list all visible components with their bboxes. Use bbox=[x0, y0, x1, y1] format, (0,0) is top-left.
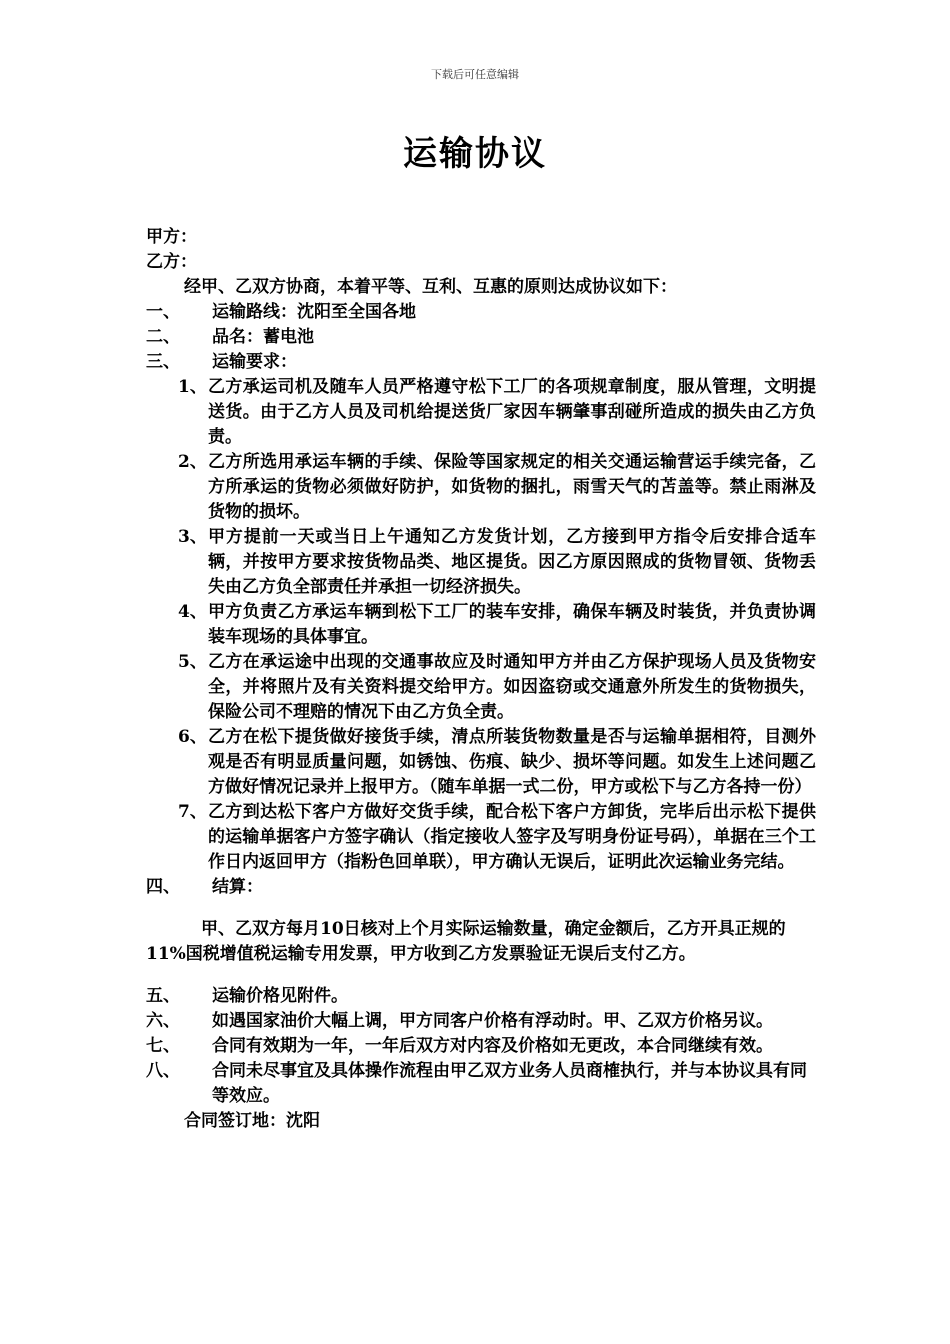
section-text: 品名：蓄电池 bbox=[212, 327, 314, 347]
requirement-item-7 bbox=[178, 800, 816, 875]
party-b-line: 乙方： bbox=[146, 252, 197, 272]
section-number: 八、 bbox=[146, 1061, 180, 1081]
requirement-item-5 bbox=[178, 650, 816, 725]
settlement-text: 甲、乙双方每月10日核对上个月实际运输数量，确定金额后，乙方开具正规的11%国税增值税运输专用发票，甲方收到乙方发票验证无误后支付乙方。 bbox=[146, 919, 786, 964]
section-6 bbox=[146, 1009, 816, 1034]
requirement-number: 6、 bbox=[178, 727, 207, 747]
section-text: 如遇国家油价大幅上调，甲方同客户价格有浮动时。甲、乙双方价格另议。 bbox=[212, 1011, 773, 1031]
document-body bbox=[146, 225, 816, 1134]
section-text: 运输要求： bbox=[212, 352, 297, 372]
requirement-text: 乙方在承运途中出现的交通事故应及时通知甲方并由乙方保护现场人员及货物安全，并将照片及有关资料提交给甲方。如因盗窃或交通意外所发生的货物损失，保险公司不理赔的情况下由乙方负全责。 bbox=[208, 652, 816, 722]
requirement-item-2 bbox=[178, 450, 816, 525]
requirement-text: 乙方所选用承运车辆的手续、保险等国家规定的相关交通运输营运手续完备，乙方所承运的货物必须做好防护，如货物的捆扎，雨雪天气的苫盖等。禁止雨淋及货物的损坏。 bbox=[208, 452, 816, 522]
requirement-text: 乙方承运司机及随车人员严格遵守松下工厂的各项规章制度，服从管理，文明提送货。由于乙方人员及司机给提送货厂家因车辆肇事刮碰所造成的损失由乙方负责。 bbox=[208, 377, 816, 447]
requirement-item-4 bbox=[178, 600, 816, 650]
requirement-number: 4、 bbox=[178, 602, 207, 622]
section-number: 七、 bbox=[146, 1036, 180, 1056]
intro-line: 经甲、乙双方协商，本着平等、互利、互惠的原则达成协议如下： bbox=[184, 277, 677, 297]
section-text: 运输价格见附件。 bbox=[212, 986, 348, 1006]
section-number: 一、 bbox=[146, 302, 180, 322]
document-title: 运输协议 bbox=[403, 134, 547, 174]
section-number: 二、 bbox=[146, 327, 180, 347]
requirement-item-1 bbox=[178, 375, 816, 450]
requirement-number: 5、 bbox=[178, 652, 207, 672]
requirement-text: 甲方负责乙方承运车辆到松下工厂的装车安排，确保车辆及时装货，并负责协调装车现场的具体事宜。 bbox=[208, 602, 816, 647]
section-2 bbox=[146, 325, 816, 350]
signing-place: 合同签订地：沈阳 bbox=[184, 1111, 320, 1131]
section-number: 五、 bbox=[146, 986, 180, 1006]
section-7 bbox=[146, 1034, 816, 1059]
requirement-number: 7、 bbox=[178, 802, 207, 822]
requirement-number: 1、 bbox=[178, 377, 207, 397]
section-heading: 结算： bbox=[212, 877, 263, 897]
requirement-text: 乙方到达松下客户方做好交货手续，配合松下客户方卸货，完毕后出示松下提供的运输单据客户方签字确认（指定接收人签字及写明身份证号码），单据在三个工作日内返回甲方（指粉色回单联），甲方确认无误后，证明此次运输业务完结。 bbox=[208, 802, 816, 872]
header-note: 下载后可任意编辑 bbox=[431, 68, 519, 81]
section-4 bbox=[146, 875, 816, 900]
section-8 bbox=[146, 1059, 816, 1109]
requirement-item-3 bbox=[178, 525, 816, 600]
section-text: 运输路线：沈阳至全国各地 bbox=[212, 302, 416, 322]
section-number: 四、 bbox=[146, 877, 180, 897]
requirement-text: 甲方提前一天或当日上午通知乙方发货计划，乙方接到甲方指令后安排合适车辆，并按甲方要求按货物品类、地区提货。因乙方原因照成的货物冒领、货物丢失由乙方负全部责任并承担一切经济损失。 bbox=[208, 527, 816, 597]
section-text: 合同未尽事宜及具体操作流程由甲乙双方业务人员商榷执行，并与本协议具有同等效应。 bbox=[212, 1061, 807, 1106]
requirement-number: 3、 bbox=[178, 527, 207, 547]
section-text: 合同有效期为一年，一年后双方对内容及价格如无更改，本合同继续有效。 bbox=[212, 1036, 773, 1056]
section-number: 六、 bbox=[146, 1011, 180, 1031]
requirement-item-6 bbox=[178, 725, 816, 800]
section-1 bbox=[146, 300, 816, 325]
section-5 bbox=[146, 984, 816, 1009]
requirement-text: 乙方在松下提货做好接货手续，清点所装货物数量是否与运输单据相符，目测外观是否有明显质量问题，如锈蚀、伤痕、缺少、损坏等问题。如发生上述问题乙方做好情况记录并上报甲方。（随车单据一式二份，甲方或松下与乙方各持一份） bbox=[208, 727, 816, 797]
section-number: 三、 bbox=[146, 352, 180, 372]
section-3 bbox=[146, 350, 816, 375]
requirement-number: 2、 bbox=[178, 452, 207, 472]
party-a-line: 甲方： bbox=[146, 227, 197, 247]
